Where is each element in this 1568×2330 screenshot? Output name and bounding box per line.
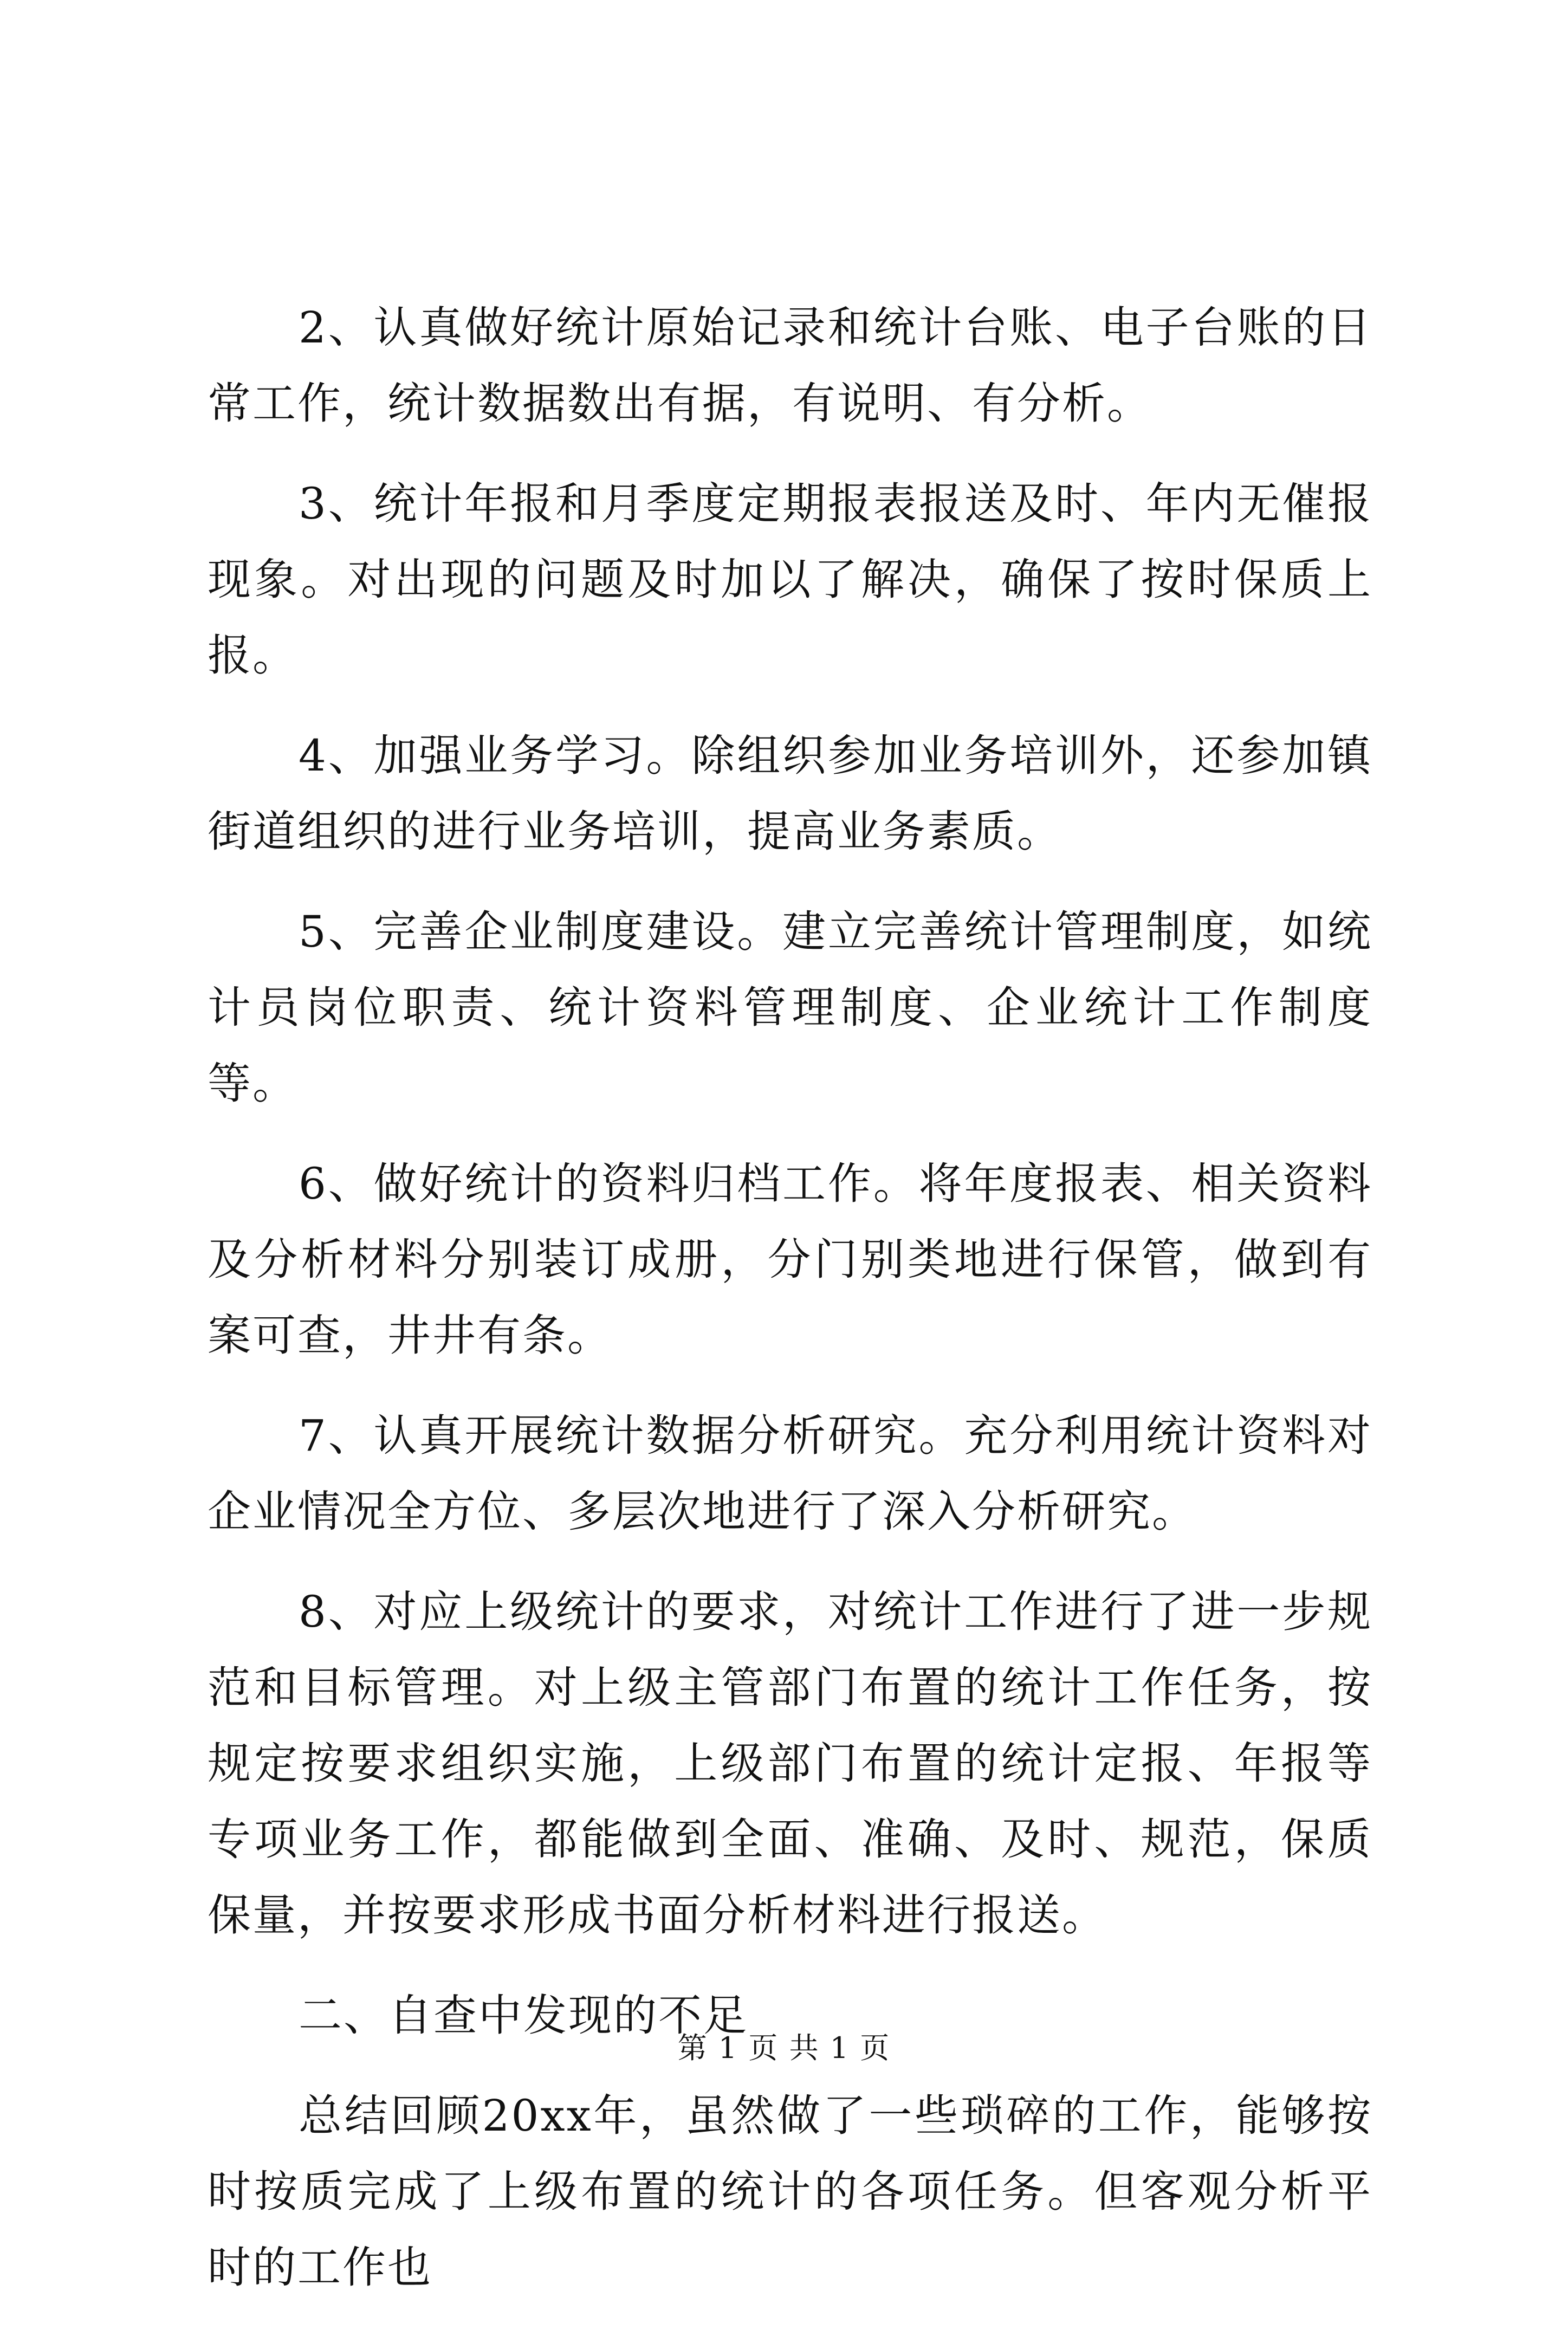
page-footer: 第 1 页 共 1 页 <box>677 2031 891 2065</box>
paragraph-item-4: 4、加强业务学习。除组织参加业务培训外，还参加镇街道组织的进行业务培训，提高业务素质。 <box>208 730 1372 857</box>
paragraph-item-8: 8、对应上级统计的要求，对统计工作进行了进一步规范和目标管理。对上级主管部门布置的统计工作任务，按规定按要求组织实施，上级部门布置的统计定报、年报等专项业务工作，都能做到全面、准确、及时、规范，保质保量，并按要求形成书面分析材料进行报送。 <box>208 1587 1372 1940</box>
paragraph-item-2: 2、认真做好统计原始记录和统计台账、电子台账的日常工作，统计数据数出有据，有说明、有分析。 <box>208 302 1372 429</box>
document-body <box>208 290 1372 2330</box>
paragraph-item-5: 5、完善企业制度建设。建立完善统计管理制度，如统计员岗位职责、统计资料管理制度、企业统计工作制度等。 <box>208 907 1372 1109</box>
paragraph-item-3: 3、统计年报和月季度定期报表报送及时、年内无催报现象。对出现的问题及时加以了解决，确保了按时保质上报。 <box>208 478 1372 681</box>
paragraph-item-6: 6、做好统计的资料归档工作。将年度报表、相关资料及分析材料分别装订成册，分门别类地进行保管，做到有案可查，井井有条。 <box>208 1158 1372 1361</box>
summary-paragraph: 总结回顾20xx年，虽然做了一些琐碎的工作，能够按时按质完成了上级布置的统计的各项任务。但客观分析平时的工作也 <box>208 2090 1372 2293</box>
paragraph-item-7: 7、认真开展统计数据分析研究。充分利用统计资料对企业情况全方位、多层次地进行了深入分析研究。 <box>208 1410 1372 1537</box>
section-heading: 二、自查中发现的不足 <box>299 1990 748 2041</box>
